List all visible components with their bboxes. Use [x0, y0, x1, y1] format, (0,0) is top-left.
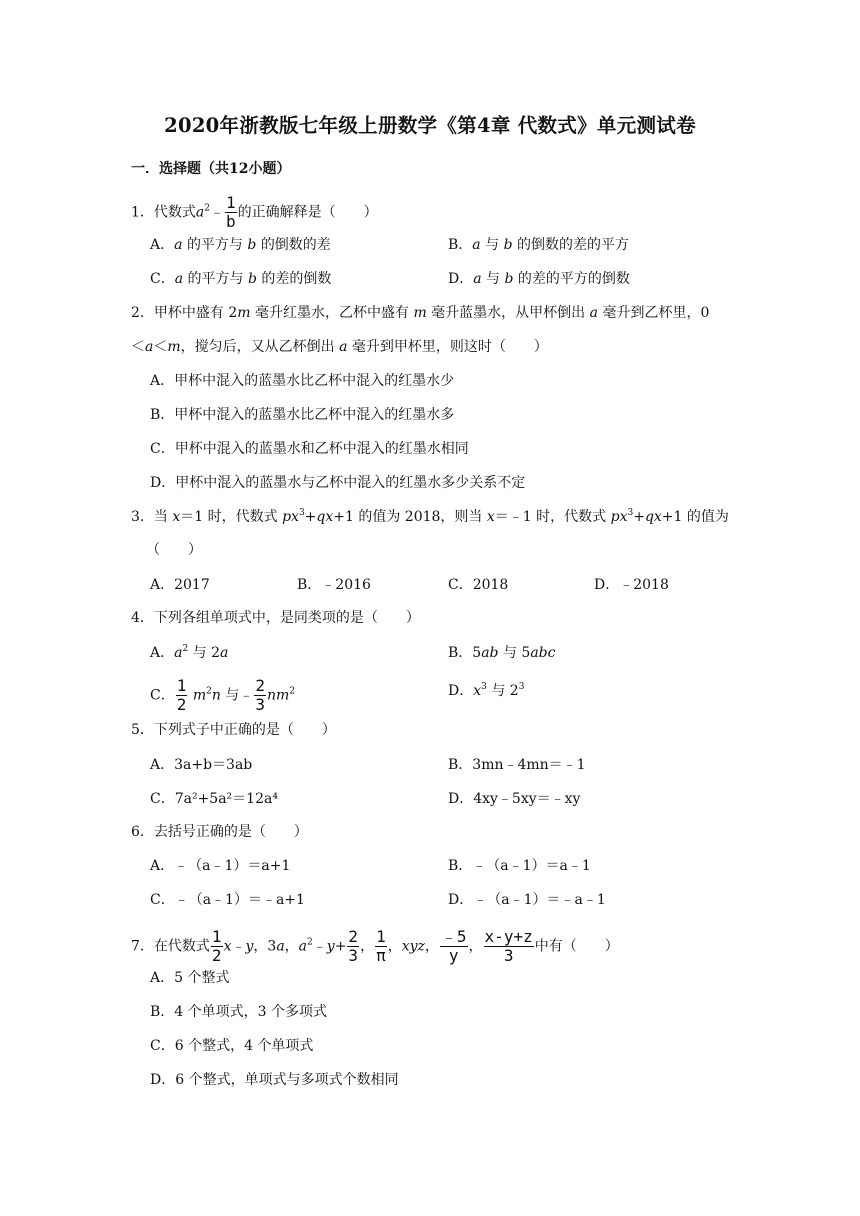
- fraction-q7-b: $\frac{2}{3}$: [348, 927, 359, 965]
- q4-option-c[interactable]: C． $\frac{1}{2}$ $m^2n$ 与﹣ $\frac{2}{3}$ $nm^2$: [150, 676, 295, 714]
- q3-option-d[interactable]: D．﹣2018: [594, 577, 669, 593]
- question-7: 7．在代数式 $\frac{1}{2}$ x﹣y，3a，$a^2﹣y+$ $\frac{2}{3}$ ， $\frac{1}{\pi}$ ，xyz， $\frac{﹣5}{y}$ ， $\frac{x-y+z}{3}$ 中有（ ）: [131, 927, 619, 965]
- q2-option-c[interactable]: C．甲杯中混入的蓝墨水和乙杯中混入的红墨水相同: [150, 441, 469, 457]
- q2-option-a[interactable]: A．甲杯中混入的蓝墨水比乙杯中混入的红墨水少: [150, 373, 455, 389]
- q5-option-a[interactable]: A．3a+b＝3ab: [150, 757, 253, 773]
- fraction-one-half: $\frac{1}{2}$: [176, 676, 187, 714]
- question-2-line-1: 2．甲杯中盛有 2m 毫升红墨水，乙杯中盛有 m 毫升蓝墨水，从甲杯倒出 a 毫升到乙杯里，0: [131, 305, 710, 321]
- q3-option-c[interactable]: C．2018: [448, 577, 509, 593]
- q5-option-c[interactable]: C．7a²+5a²＝12a⁴: [150, 791, 278, 807]
- question-3-paren: （ ）: [146, 542, 202, 558]
- question-2-line-2: ＜a＜m，搅匀后，又从乙杯倒出 a 毫升到甲杯里，则这时（ ）: [131, 339, 548, 355]
- q5-option-d[interactable]: D．4xy﹣5xy＝﹣xy: [448, 791, 581, 807]
- fraction-q7-a: $\frac{1}{2}$: [211, 927, 222, 965]
- section-heading: 一．选择题（共12小题）: [131, 161, 291, 177]
- fraction-1-over-b: $\frac{1}{b}$: [226, 193, 236, 231]
- question-1: 1．代数式$a^2﹣$ $\frac{1}{b}$ 的正确解释是（ ）: [131, 193, 378, 231]
- question-5: 5．下列式子中正确的是（ ）: [131, 722, 336, 738]
- q2-option-b[interactable]: B．甲杯中混入的蓝墨水比乙杯中混入的红墨水多: [150, 407, 455, 423]
- fraction-q7-e: $\frac{x-y+z}{3}$: [484, 927, 533, 965]
- q1-option-d[interactable]: D．a 与 b 的差的平方的倒数: [448, 271, 630, 287]
- q7-option-a[interactable]: A．5 个整式: [150, 970, 230, 986]
- q7-option-c[interactable]: C．6 个整式，4 个单项式: [150, 1038, 314, 1054]
- q3-option-b[interactable]: B．﹣2016: [297, 577, 371, 593]
- q2-option-d[interactable]: D．甲杯中混入的蓝墨水与乙杯中混入的红墨水多少关系不定: [150, 475, 526, 491]
- q5-option-b[interactable]: B．3mn﹣4mn＝﹣1: [448, 757, 586, 773]
- fraction-two-thirds: $\frac{2}{3}$: [255, 676, 265, 714]
- q1-option-c[interactable]: C．a 的平方与 b 的差的倒数: [150, 271, 332, 287]
- q6-option-d[interactable]: D．﹣（a﹣1）＝﹣a﹣1: [448, 892, 606, 908]
- q7-option-b[interactable]: B．4 个单项式，3 个多项式: [150, 1004, 328, 1020]
- q1-option-a[interactable]: A．a 的平方与 b 的倒数的差: [150, 237, 331, 253]
- fraction-q7-c: $\frac{1}{\pi}$: [376, 927, 386, 965]
- page-title: 2020年浙教版七年级上册数学《第4章 代数式》单元测试卷: [164, 114, 696, 137]
- q6-option-c[interactable]: C．﹣（a﹣1）＝﹣a+1: [150, 892, 305, 908]
- q6-option-b[interactable]: B．﹣（a﹣1）＝a﹣1: [448, 858, 591, 874]
- question-6: 6．去括号正确的是（ ）: [131, 824, 308, 840]
- q4-option-d[interactable]: D．$x^3$ 与 $2^3$: [448, 682, 525, 699]
- q1-option-b[interactable]: B．a 与 b 的倒数的差的平方: [448, 237, 629, 253]
- question-3-line-1: 3．当 x＝1 时，代数式 $px^3+qx+1$ 的值为 2018，则当 x＝﹣1 时，代数式 $px^3+qx+1$ 的值为: [131, 508, 729, 525]
- q4-option-a[interactable]: A．$a^2$ 与 2a: [150, 644, 229, 661]
- q7-option-d[interactable]: D．6 个整式，单项式与多项式个数相同: [150, 1072, 399, 1088]
- question-4: 4．下列各组单项式中，是同类项的是（ ）: [131, 610, 420, 626]
- q6-option-a[interactable]: A．﹣（a﹣1）＝a+1: [150, 858, 291, 874]
- q4-option-b[interactable]: B．5ab 与 5abc: [448, 645, 556, 661]
- q3-option-a[interactable]: A．2017: [150, 577, 210, 593]
- fraction-q7-d: $\frac{﹣5}{y}$: [440, 927, 467, 965]
